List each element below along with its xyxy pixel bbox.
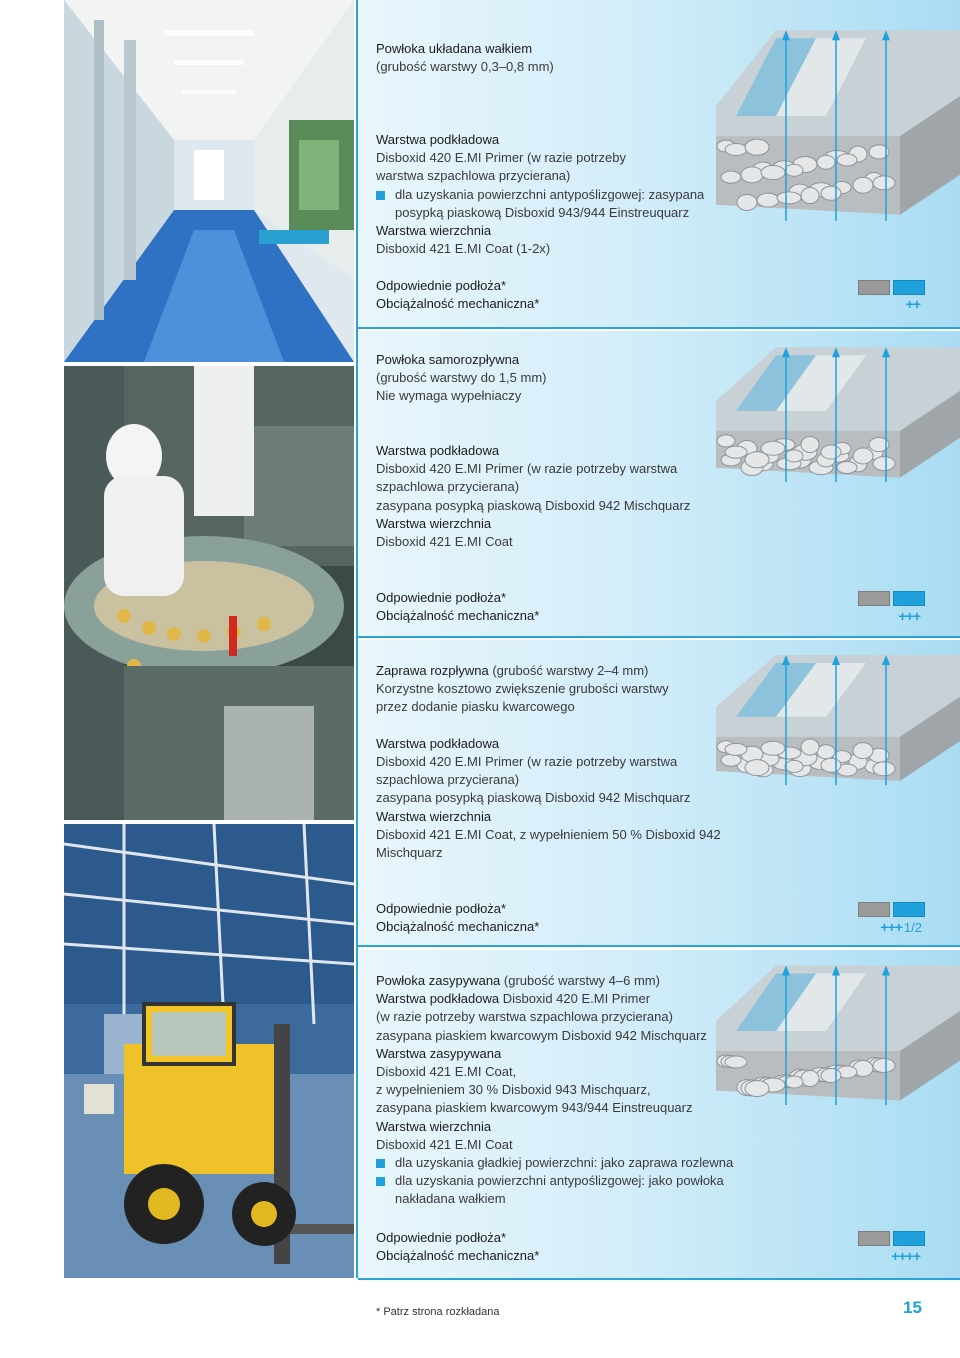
text-line: zasypana piaskiem kwarcowym Disboxid 942 Mischquarz — [376, 1027, 707, 1043]
substrates-label: Odpowiednie podłoża* — [376, 1230, 507, 1245]
load-label: Obciążalność mechaniczna* — [376, 919, 540, 935]
text-line: Korzystne kosztowo zwiększenie grubości warstwy — [376, 681, 669, 697]
text-line: posypką piaskową Disboxid 943/944 Einstreuquarz — [395, 204, 690, 220]
layer-diagram-1 — [706, 20, 960, 225]
load-rating-4: ++++ — [891, 1248, 920, 1264]
page-number: 15 — [903, 1298, 922, 1317]
text-line: Disboxid 421 E.MI Coat, — [376, 1064, 517, 1080]
text-line: warstwa szpachlowa przycierana) — [376, 168, 571, 184]
text-line: Disboxid 421 E.MI Coat — [376, 1136, 513, 1152]
text-line: Powłoka zasypywana (grubość warstwy 4–6 mm) — [376, 973, 660, 988]
text-line: Warstwa wierzchnia — [376, 808, 492, 824]
text-line: Powłoka układana wałkiem — [376, 41, 533, 56]
text-line: Disboxid 421 E.MI Coat — [376, 534, 513, 550]
substrate-swatch-gray — [858, 280, 890, 295]
section-4-text — [376, 972, 733, 1209]
text-line: Warstwa wierzchnia — [376, 223, 492, 239]
substrates-label: Odpowiednie podłoża* — [376, 278, 507, 293]
section-2-text — [376, 351, 690, 551]
load-label: Obciążalność mechaniczna* — [376, 296, 540, 312]
text-line: nakładana wałkiem — [395, 1191, 506, 1207]
text-line: (grubość warstwy 0,3–0,8 mm) — [376, 59, 554, 75]
photo-warehouse-forklift — [64, 824, 354, 1278]
layer-diagram-3 — [706, 648, 960, 788]
load-rating-3: +++ 1/2 — [880, 919, 922, 935]
substrate-swatch-gray — [858, 591, 890, 606]
text-line — [376, 95, 704, 113]
layer-diagram-4 — [706, 958, 960, 1108]
section-3-text — [376, 662, 721, 862]
text-line: Disboxid 420 E.MI Primer (w razie potrzeby warstwa — [376, 461, 678, 477]
substrate-swatch-blue — [893, 280, 925, 295]
text-line: Disboxid 420 E.MI Primer (w razie potrzeby warstwa — [376, 754, 678, 770]
load-label: Obciążalność mechaniczna* — [376, 1248, 540, 1264]
text-line: Warstwa podkładowa — [376, 443, 500, 459]
text-line: dla uzyskania powierzchni antypoślizgowej: zasypana — [376, 186, 704, 204]
load-label: Obciążalność mechaniczna* — [376, 608, 540, 624]
text-line: Warstwa zasypywana — [376, 1045, 502, 1061]
load-rating-1: ++ — [905, 296, 920, 312]
section-4-meta — [376, 1229, 539, 1265]
text-line: dla uzyskania powierzchni antypoślizgowej: jako powłoka — [376, 1172, 733, 1190]
section-1-meta — [376, 277, 539, 313]
layer-diagram-2 — [706, 340, 960, 485]
text-line: Disboxid 420 E.MI Primer (w razie potrzeby — [376, 150, 626, 166]
substrates-label: Odpowiednie podłoża* — [376, 590, 507, 605]
text-line: Warstwa podkładowa Disboxid 420 E.MI Primer — [376, 991, 651, 1007]
load-rating-2: +++ — [898, 608, 920, 624]
text-line: Powłoka samorozpływna — [376, 352, 520, 367]
text-line: Zaprawa rozpływna (grubość warstwy 2–4 mm) — [376, 663, 649, 678]
text-line: Warstwa wierzchnia — [376, 1118, 492, 1134]
section-3-meta — [376, 900, 539, 936]
text-line: szpachlowa przycierana) — [376, 772, 520, 788]
text-line: dla uzyskania gładkiej powierzchni: jako zaprawa rozlewna — [376, 1154, 733, 1172]
text-line: zasypana posypką piaskową Disboxid 942 Mischquarz — [376, 497, 691, 513]
text-line: zasypana posypką piaskową Disboxid 942 Mischquarz — [376, 790, 691, 806]
substrate-swatch-gray — [858, 1231, 890, 1246]
section-1-text — [376, 40, 704, 258]
text-line: Warstwa podkładowa — [376, 132, 500, 148]
text-line — [376, 717, 721, 735]
substrate-swatch-blue — [893, 1231, 925, 1246]
substrate-swatch-gray — [858, 902, 890, 917]
text-line: Disboxid 421 E.MI Coat, z wypełnieniem 50 % Disboxid 942 — [376, 826, 721, 842]
left-divider — [356, 0, 358, 1278]
text-line: Warstwa podkładowa — [376, 735, 500, 751]
text-line: przez dodanie piasku kwarcowego — [376, 699, 575, 715]
text-line: (grubość warstwy do 1,5 mm) — [376, 370, 547, 386]
text-line: z wypełnieniem 30 % Disboxid 943 Mischquarz, — [376, 1082, 651, 1098]
text-line: Warstwa wierzchnia — [376, 515, 492, 531]
substrate-swatch-blue — [893, 591, 925, 606]
text-line: Nie wymaga wypełniaczy — [376, 388, 522, 404]
text-line: Mischquarz — [376, 845, 443, 861]
text-line — [376, 113, 704, 131]
text-line — [376, 76, 704, 94]
text-line: (w razie potrzeby warstwa szpachlowa przycierana) — [376, 1009, 673, 1025]
footnote: * Patrz strona rozkładana — [376, 1306, 500, 1318]
photo-food-production — [64, 366, 354, 820]
text-line: Disboxid 421 E.MI Coat (1-2x) — [376, 241, 551, 257]
photo-hospital-corridor — [64, 0, 354, 362]
text-line — [376, 406, 690, 424]
section-2-meta — [376, 589, 539, 625]
text-line: zasypana piaskiem kwarcowym 943/944 Einstreuquarz — [376, 1100, 693, 1116]
text-line: szpachlowa przycierana) — [376, 479, 520, 495]
text-line — [376, 424, 690, 442]
substrate-swatch-blue — [893, 902, 925, 917]
substrates-label: Odpowiednie podłoża* — [376, 901, 507, 916]
